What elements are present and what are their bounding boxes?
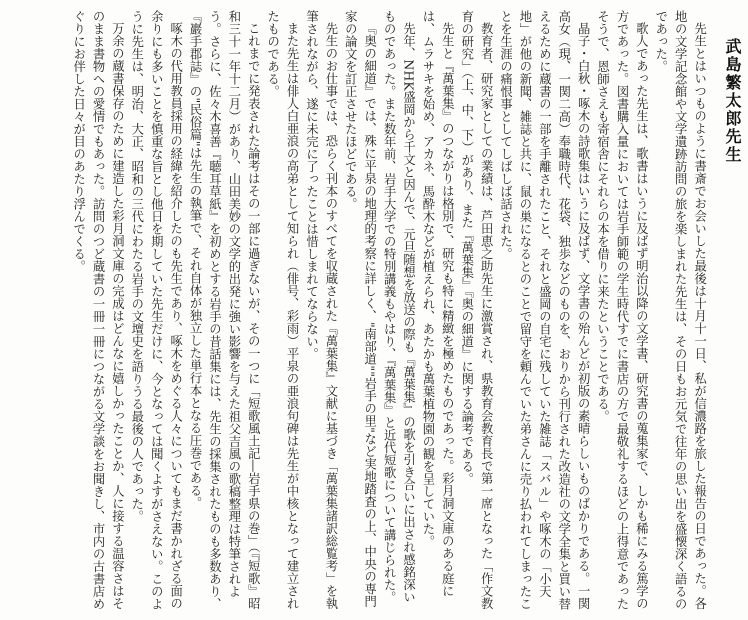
paragraph: 先生とはいつものように書斎でお会いした最後は十月十一日、私が信濃路を旅した報告の日であった。各地の文学記念館や文学遺跡訪問の旅を楽しまれた先生は、その日もお元気で往年の思い出を盛懐深く語るのであった。 xyxy=(653,10,707,610)
paragraph: 万余の蔵書保存のために建造した彩月洞文庫の完成はどんなに嬉しかったことか、人に接する温容さはそのまま書物への愛情でもあった。訪問のつど蔵書の一冊一冊につながる文学談をお聞きし、市内の古書店めぐりにお伴した日々が目のあたり浮んでくる。 xyxy=(71,10,125,610)
paragraph: 先生のお仕事では、恐らく刊本のすべてを収蔵された『萬葉集』文献に基づき「萬葉集諸訳総覧考」を執筆されながら、遂に未完に了ったことは惜しまれてならない。 xyxy=(304,10,338,610)
paragraph: 教育者、研究家としての業績は、芦田恵之助先生に激賞され、県教育会教育長で第一席となった「作文教育の研究」（上、中、下）があり、また『萬葉集』『奥の細道』に関する論考である。 xyxy=(459,10,494,610)
paragraph: 先生と『萬葉集』のつながりは格別で、研究も特に精緻を極めたものであった。彩月洞文庫のある庭には、ムラサキを始め、アカネ、馬酔木などが植えられ、あたかも萬葉植物園の観を呈していた。 xyxy=(420,10,455,598)
paragraph: 啄木の代用教員採用の経緯を紹介したのも先生であり、啄木をめぐる人々についてもまだ書かれざる面の余りにも多いことを慎重な旨とし他日を期していた先生だけに、今となっては聞くよすがさえない。このように先生は、明治、大正、昭和の三代にわたる岩手の文壇史を語りうる最後の人であった。 xyxy=(129,10,183,610)
paragraph: 先年、NHK盛岡から千文と因んで、元旦随想を放送の際も『萬葉集』の歌を引き合いに出され感銘深いものであった。また数年前、岩手大学での特別講義もやはり、『萬葉集』と近代短歌について講じられた。 xyxy=(382,10,416,604)
paragraph: 晶子・白秋・啄木の詩歌集はいうに及ばず、文学書の殆んどが初版の素晴らしいものばかりである。一関高女（現、一関二高）奉職時代、花袋、独歩などのものを、おりから刊行された改造社の文学全集と買い替えるために蔵書の一部を手離されたこと、それと盛岡の自宅に残していた雑誌「スバル」や啄木の「小天地」が他の新聞、雑誌と共に、鼠の巣になるとのことで留守を頼んでいた弟さんに売り払われてしまったことを生涯の痛恨事としてしばしば話された。 xyxy=(498,10,591,610)
article-body xyxy=(68,10,742,610)
paragraph: これまでに発表された論考はその一部に過ぎないが、その一つに「短歌風土記―岩手県の巻」（『短歌』昭和三十一年十二月）があり、山田美妙の文学的出発に強い影響を与えた祖父吉風の歌稿整理は特筆されよう。さらに、佐々木喜善『聴耳草紙』を初めとする岩手の昔話集には、先生の採集されたものも多数あり、『巖手郡誌』の"民俗篇"は先生の執筆で、それ自体が独立した単行本となる圧巻である。 xyxy=(188,10,261,610)
paragraph: 歌人であった先生は、歌書はいうに及ばず明治以降の文学書、研究書の蒐集家で、しかも稀にみる篤学の方であった。図書購入量においては岩手師範の学生時代すでに書店の方で最敬礼するほどの上得意であったそうで、恩師さえも寄宿舎にそれらの本を借りに来たということである。 xyxy=(595,10,649,610)
article-title: 武島繁太郎先生 xyxy=(723,38,742,164)
paragraph: また先生は俳人白亜浪の高弟として知られ（俳号、彩雨）平泉の亜浪句碑は先生が中核となって建立されたものである。 xyxy=(265,10,300,610)
paragraph: 『奥の細道』では、殊に平泉の地理的考察に詳しく、"南部道""岩手の里"など実地踏査の上、中央の専門家の論文を訂正させたほどである。 xyxy=(343,10,377,609)
